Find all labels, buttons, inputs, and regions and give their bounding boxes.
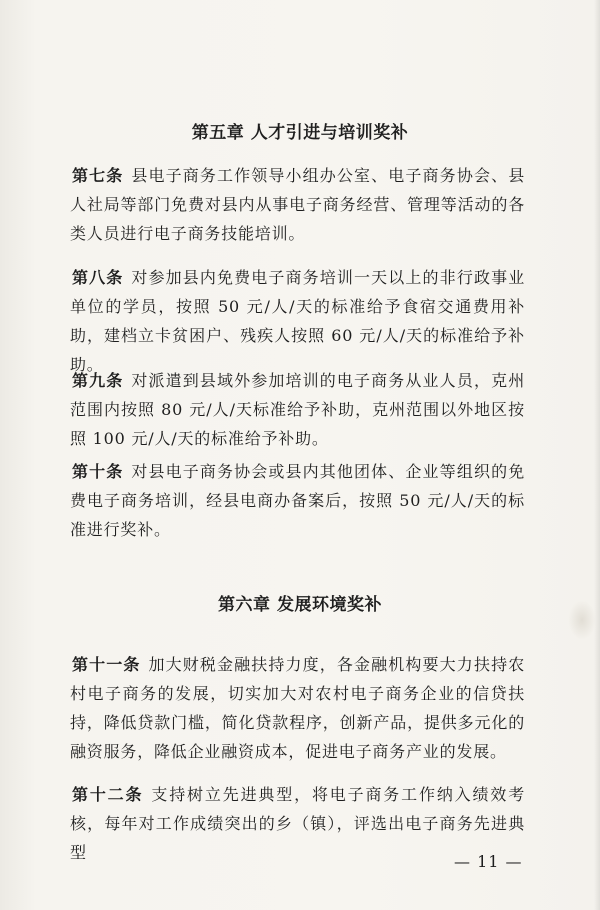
article-11 <box>70 650 525 766</box>
chapter-6-title: 第六章 发展环境奖补 <box>218 595 382 615</box>
article-heading: 第九条 <box>72 371 124 390</box>
article-heading: 第七条 <box>72 166 124 185</box>
page-number: — 11 — <box>454 852 523 871</box>
article-heading: 第十二条 <box>72 785 144 804</box>
article-heading: 第十条 <box>72 462 124 481</box>
article-heading: 第十一条 <box>72 655 141 674</box>
article-body: 对派遣到县域外参加培训的电子商务从业人员，克州范围内按照 80 元/人/天标准给予补助，克州范围以外地区按照 100 元/人/天的标准给予补助。 <box>70 371 525 448</box>
article-body: 县电子商务工作领导小组办公室、电子商务协会、县人社局等部门免费对县内从事电子商务经营、管理等活动的各类人员进行电子商务技能培训。 <box>70 166 525 243</box>
article-7 <box>70 161 525 248</box>
article-body: 支持树立先进典型，将电子商务工作纳入绩效考核，每年对工作成绩突出的乡（镇），评选出电子商务先进典型 <box>70 785 525 862</box>
article-8 <box>70 263 525 379</box>
article-10 <box>70 457 525 544</box>
chapter-5-title: 第五章 人才引进与培训奖补 <box>191 123 409 143</box>
article-9 <box>70 366 525 453</box>
article-body: 加大财税金融扶持力度，各金融机构要大力扶持农村电子商务的发展，切实加大对农村电子商务企业的信贷扶持，降低贷款门槛，简化贷款程序，创新产品，提供多元化的融资服务，降低企业融资成本，促进电子商务产业的发展。 <box>70 655 525 761</box>
article-body: 对参加县内免费电子商务培训一天以上的非行政事业单位的学员，按照 50 元/人/天的标准给予食宿交通费用补助，建档立卡贫困户、残疾人按照 60 元/人/天的标准给予补助。 <box>70 268 525 374</box>
article-body: 对县电子商务协会或县内其他团体、企业等组织的免费电子商务培训，经县电商办备案后，按照 50 元/人/天的标准进行奖补。 <box>70 462 525 539</box>
article-heading: 第八条 <box>72 268 124 287</box>
